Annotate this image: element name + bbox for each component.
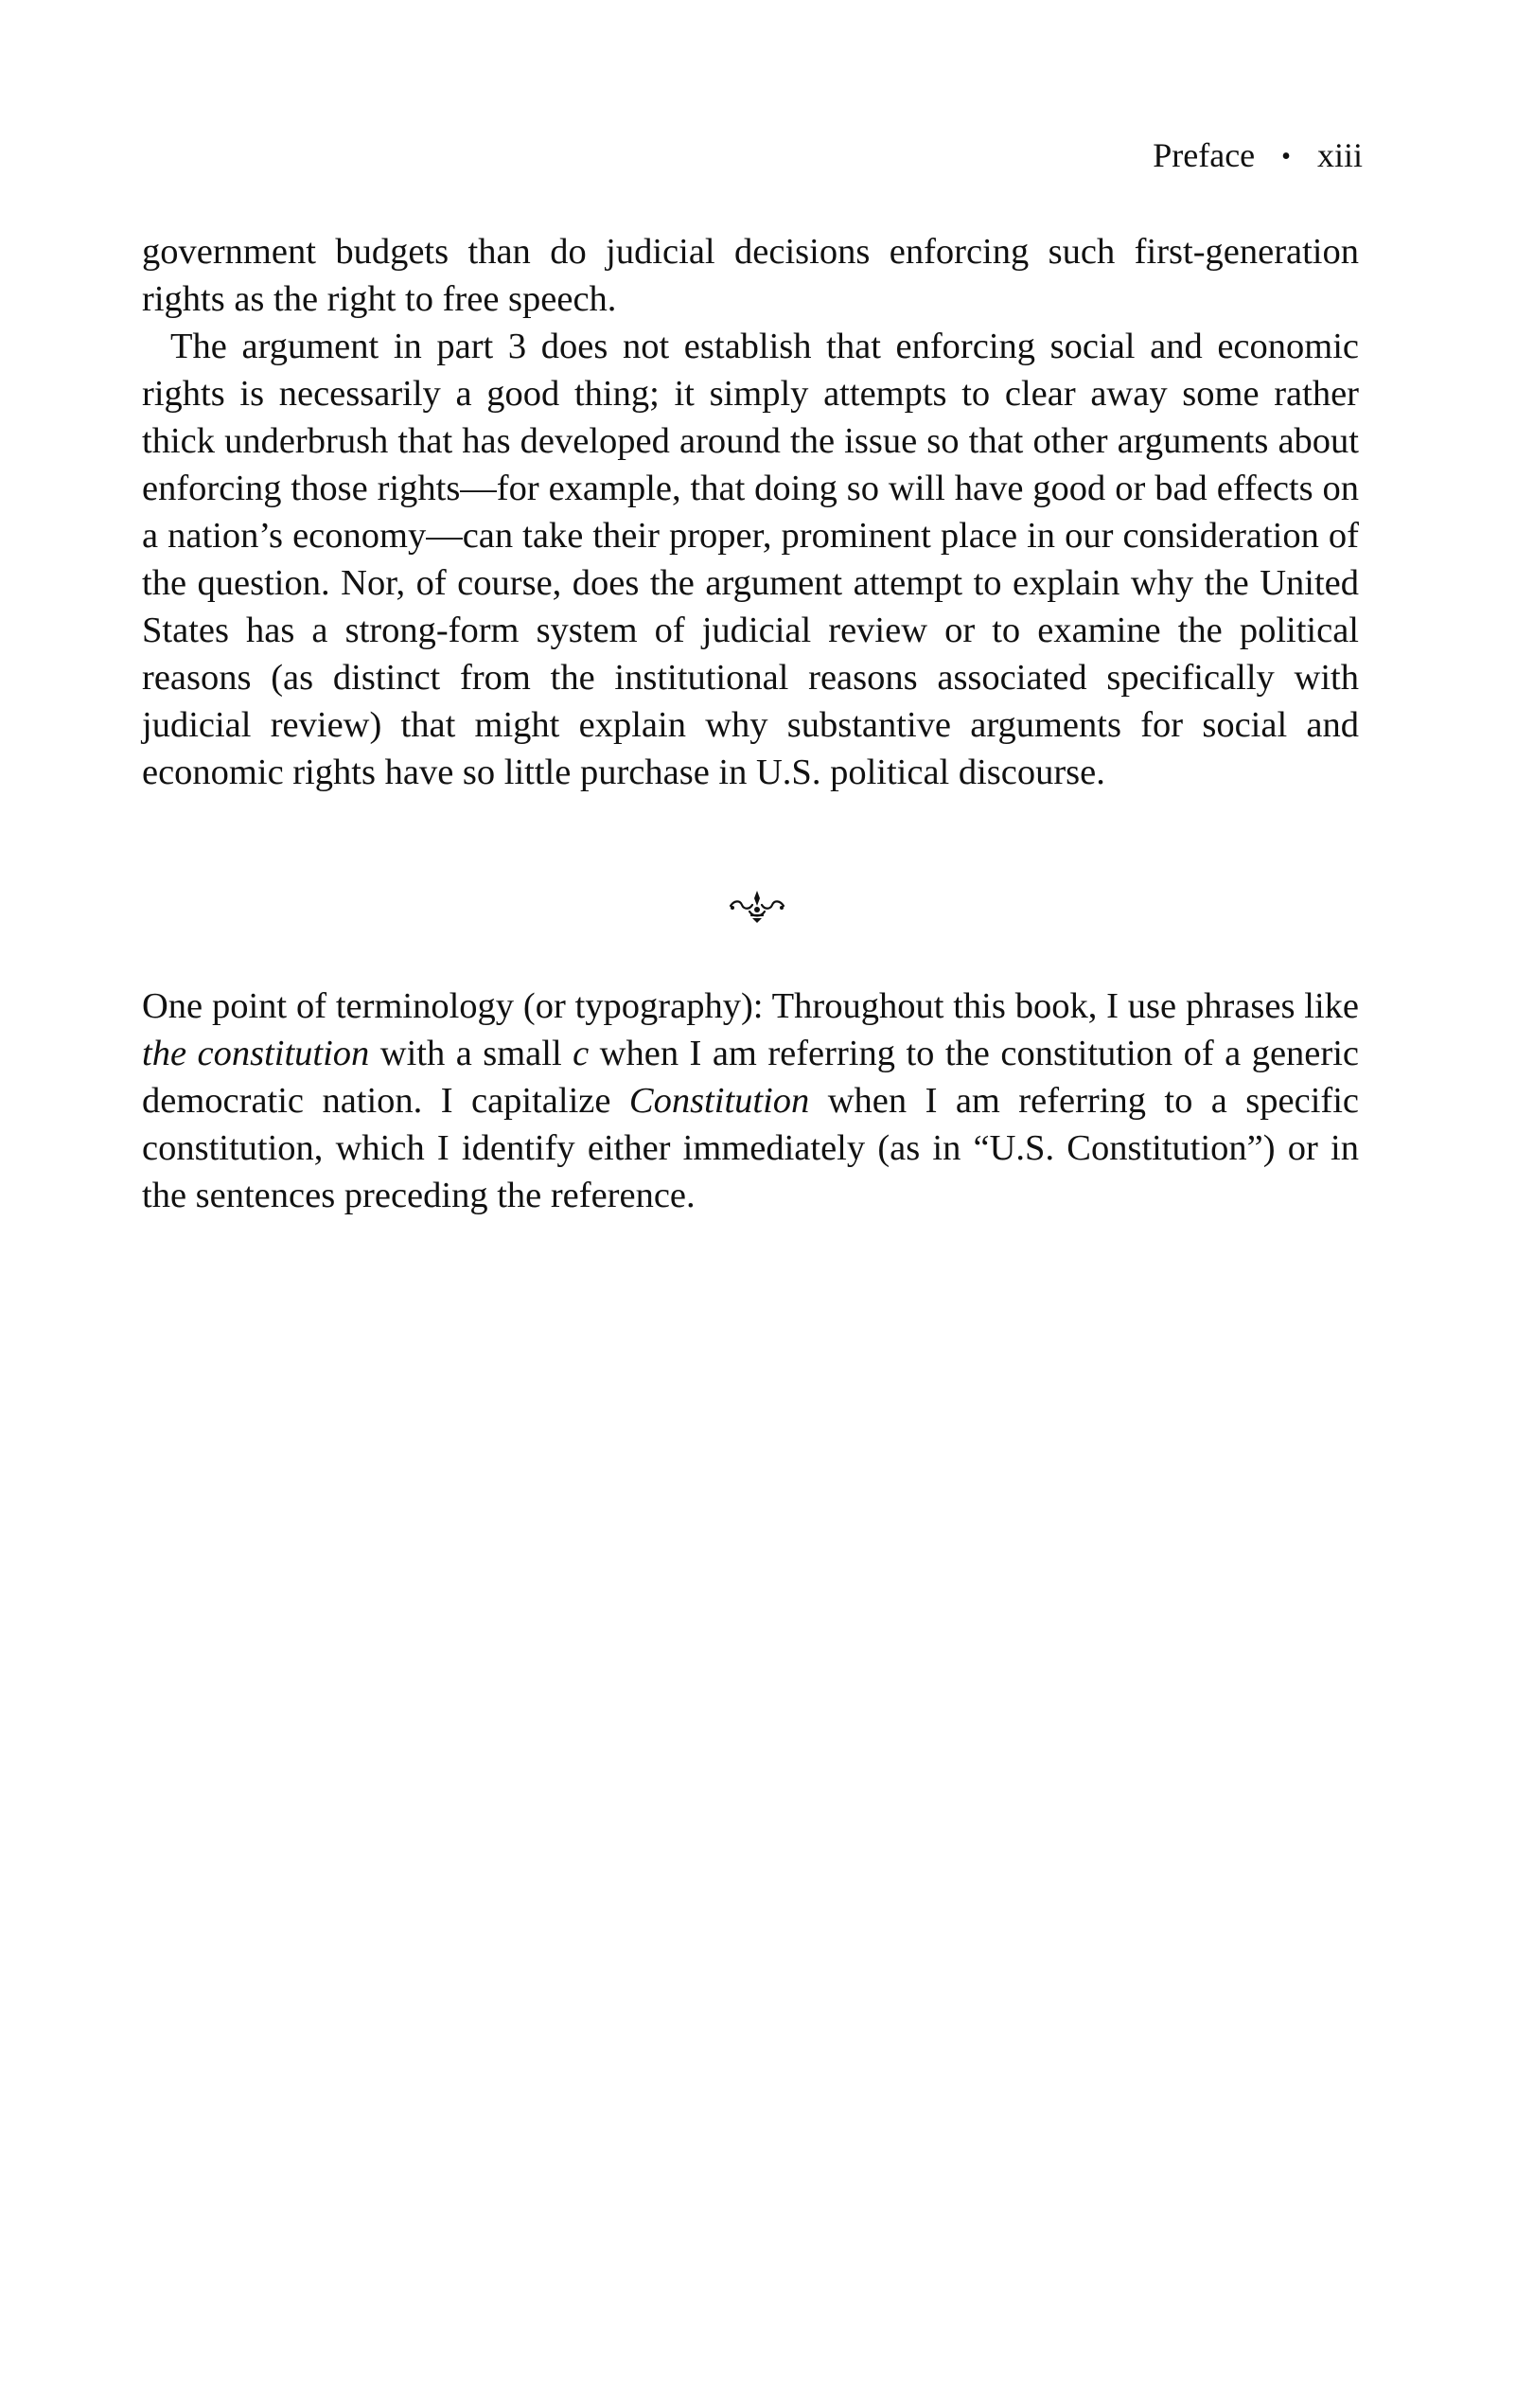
- text-block-top: [142, 228, 1359, 796]
- paragraph-terminology-text-2: with a small: [369, 1034, 573, 1073]
- paragraph-terminology-text-3: when I am referring to the constitution of a generic democratic nation. I capitalize: [142, 1034, 1359, 1121]
- running-head-separator: •: [1281, 142, 1291, 171]
- term-constitution-capitalized: Constitution: [628, 1081, 810, 1121]
- paragraph-terminology: [142, 983, 1359, 1219]
- text-block-bottom: [142, 983, 1359, 1219]
- paragraph-terminology-text-1: One point of terminology (or typography): Throughout this book, I use phrases like: [142, 986, 1359, 1026]
- page-number: xiii: [1316, 136, 1363, 174]
- running-head-section: Preface: [1153, 136, 1256, 174]
- paragraph-terminology-text-4: when I am referring to a specific constitution, which I identify either immediately (as in “U.S. Constitution”) or in the sentences preceding the reference.: [142, 1081, 1359, 1215]
- fleuron-icon: [727, 887, 787, 925]
- paragraph-part-3-argument: The argument in part 3 does not establish that enforcing social and economic rights is necessarily a good thing; it simply attempts to clear away some rather thick underbrush that has developed around the issue so that other arguments about enforcing those rights—for example, that doing so will have good or bad effects on a nation’s economy—can take their proper, prominent place in our consideration of the question. Nor, of course, does the argument attempt to explain why the United States has a strong-form system of judicial review or to examine the political reasons (as distinct from the institutional reasons associated specifically with judicial review) that might explain why substantive arguments for social and economic rights have so little purchase in U.S. political discourse.: [142, 327, 1359, 792]
- paragraph-continued: government budgets than do judicial decisions enforcing such first-generation rights as the right to free speech.: [142, 232, 1359, 319]
- term-the-constitution: the constitution: [142, 1034, 370, 1073]
- term-small-c: c: [573, 1034, 590, 1073]
- running-head: [1153, 134, 1363, 178]
